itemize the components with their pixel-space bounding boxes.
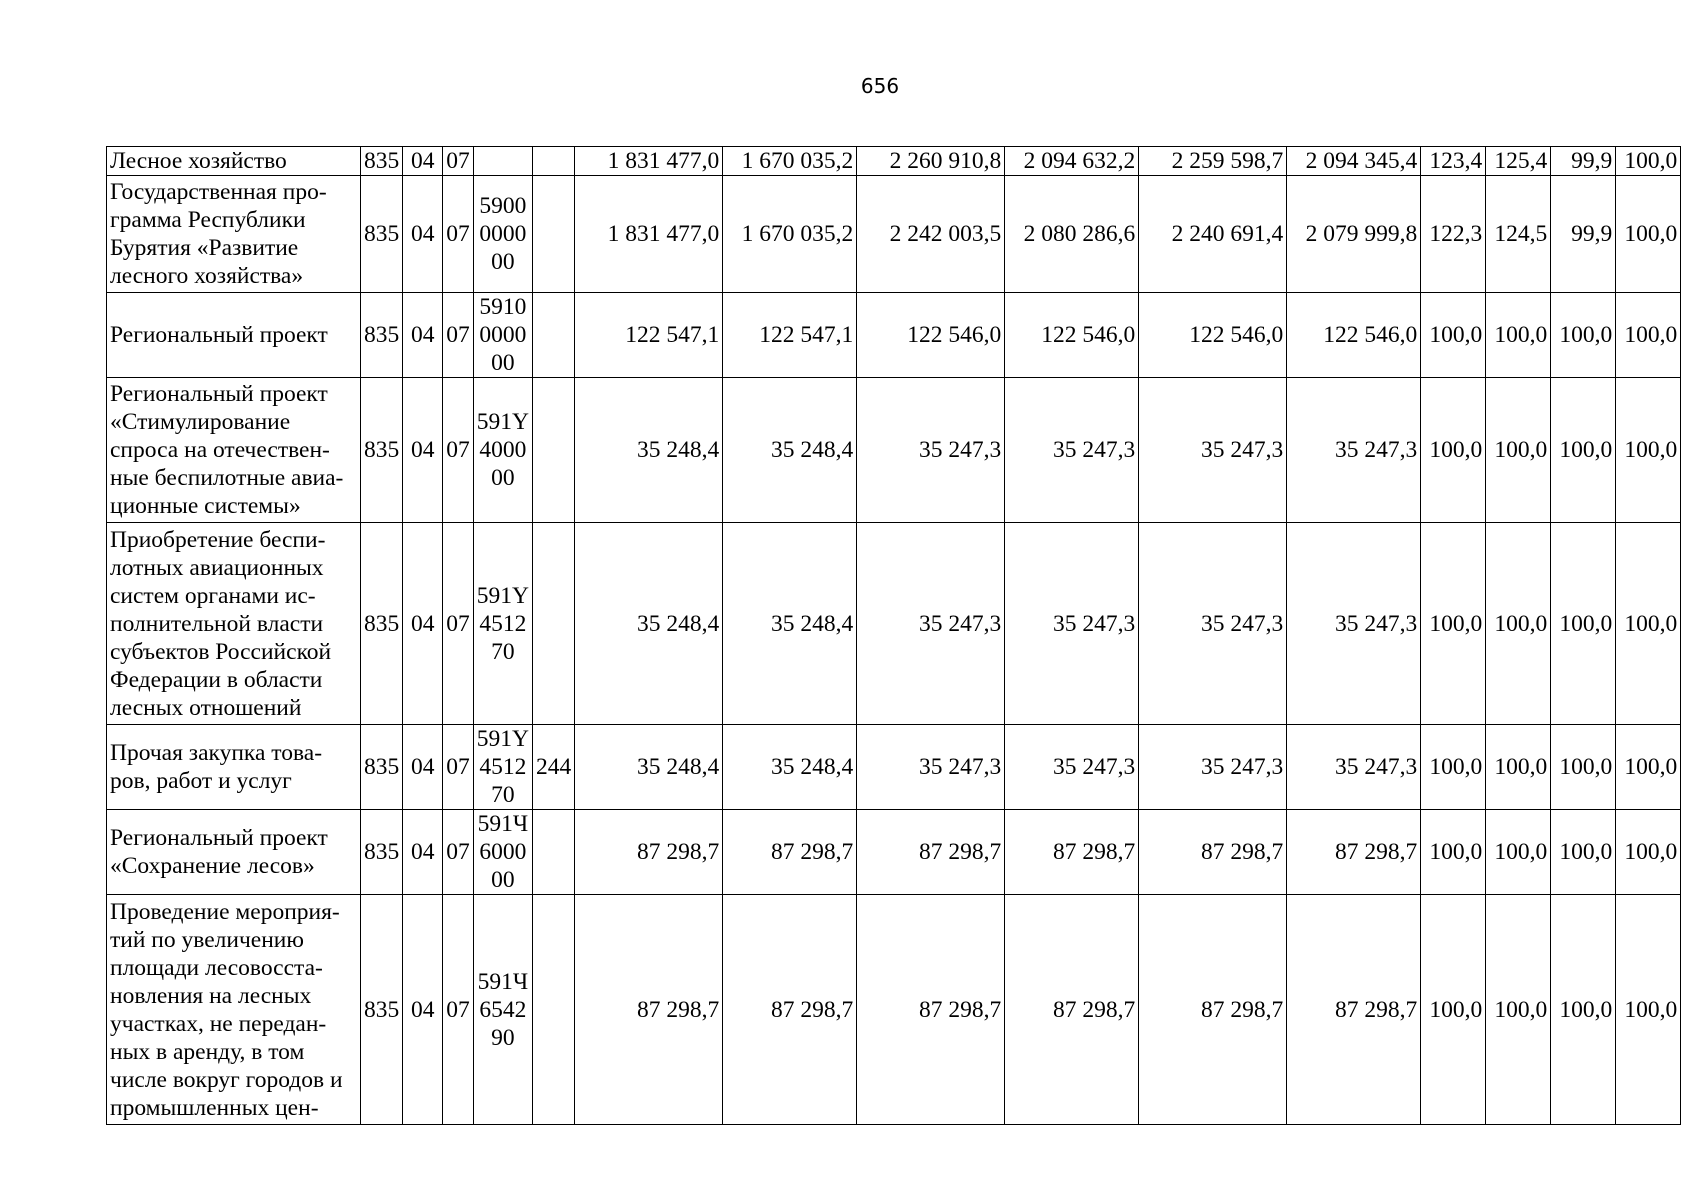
- expense-type-cell: [532, 895, 574, 1125]
- amount-cell: 1 831 477,0: [575, 147, 723, 176]
- table-row: [107, 523, 1681, 725]
- amount-cell: 35 247,3: [857, 378, 1005, 523]
- target-code-cell: 591Y 4000 00: [473, 378, 532, 523]
- section-code-cell: 04: [403, 810, 443, 895]
- amount-cell: 35 247,3: [1287, 523, 1421, 725]
- amount-cell: 35 247,3: [1139, 725, 1287, 810]
- amount-cell: 35 247,3: [857, 523, 1005, 725]
- ministry-code-cell: 835: [361, 895, 403, 1125]
- percent-cell: 100,0: [1421, 293, 1486, 378]
- percent-cell: 100,0: [1616, 725, 1681, 810]
- amount-cell: 87 298,7: [1287, 895, 1421, 1125]
- row-name-cell: Проведение мероприя- тий по увеличению площади лесовосста- новления на лесных участках, не передан- ных в аренду, в том числе вокруг городов и промышленных цен-: [107, 895, 361, 1125]
- percent-cell: 100,0: [1616, 523, 1681, 725]
- amount-cell: 35 248,4: [575, 725, 723, 810]
- amount-cell: 87 298,7: [1287, 810, 1421, 895]
- percent-cell: 100,0: [1486, 523, 1551, 725]
- percent-cell: 100,0: [1551, 523, 1616, 725]
- row-name-cell: Региональный проект: [107, 293, 361, 378]
- subsection-code-cell: 07: [443, 725, 474, 810]
- section-code-cell: 04: [403, 895, 443, 1125]
- amount-cell: 122 547,1: [723, 293, 857, 378]
- amount-cell: 87 298,7: [1005, 810, 1139, 895]
- expense-type-cell: [532, 378, 574, 523]
- expense-type-cell: [532, 293, 574, 378]
- percent-cell: 99,9: [1551, 176, 1616, 293]
- amount-cell: 35 247,3: [1005, 523, 1139, 725]
- amount-cell: 2 079 999,8: [1287, 176, 1421, 293]
- percent-cell: 100,0: [1551, 810, 1616, 895]
- expense-type-cell: [532, 810, 574, 895]
- percent-cell: 100,0: [1551, 725, 1616, 810]
- target-code-cell: 591Ч 6542 90: [473, 895, 532, 1125]
- amount-cell: 35 247,3: [1005, 378, 1139, 523]
- table-row: [107, 293, 1681, 378]
- target-code-cell: 591Ч 6000 00: [473, 810, 532, 895]
- table-row: [107, 147, 1681, 176]
- expense-type-cell: 244: [532, 725, 574, 810]
- ministry-code-cell: 835: [361, 293, 403, 378]
- row-name-cell: Лесное хозяйство: [107, 147, 361, 176]
- percent-cell: 100,0: [1551, 895, 1616, 1125]
- section-code-cell: 04: [403, 147, 443, 176]
- amount-cell: 87 298,7: [857, 810, 1005, 895]
- subsection-code-cell: 07: [443, 293, 474, 378]
- percent-cell: 100,0: [1421, 523, 1486, 725]
- percent-cell: 100,0: [1486, 810, 1551, 895]
- page-number: 656: [860, 74, 900, 98]
- percent-cell: 124,5: [1486, 176, 1551, 293]
- ministry-code-cell: 835: [361, 378, 403, 523]
- amount-cell: 122 546,0: [857, 293, 1005, 378]
- ministry-code-cell: 835: [361, 725, 403, 810]
- subsection-code-cell: 07: [443, 147, 474, 176]
- amount-cell: 35 248,4: [723, 378, 857, 523]
- section-code-cell: 04: [403, 176, 443, 293]
- amount-cell: 122 547,1: [575, 293, 723, 378]
- section-code-cell: 04: [403, 378, 443, 523]
- subsection-code-cell: 07: [443, 810, 474, 895]
- target-code-cell: 5910 0000 00: [473, 293, 532, 378]
- amount-cell: 87 298,7: [575, 810, 723, 895]
- percent-cell: 99,9: [1551, 147, 1616, 176]
- amount-cell: 35 247,3: [1005, 725, 1139, 810]
- table-row: [107, 810, 1681, 895]
- row-name-cell: Региональный проект «Сохранение лесов»: [107, 810, 361, 895]
- percent-cell: 100,0: [1486, 895, 1551, 1125]
- percent-cell: 100,0: [1486, 293, 1551, 378]
- percent-cell: 100,0: [1486, 378, 1551, 523]
- amount-cell: 1 670 035,2: [723, 176, 857, 293]
- percent-cell: 100,0: [1616, 895, 1681, 1125]
- percent-cell: 100,0: [1616, 147, 1681, 176]
- target-code-cell: 591Y 4512 70: [473, 523, 532, 725]
- amount-cell: 2 080 286,6: [1005, 176, 1139, 293]
- percent-cell: 123,4: [1421, 147, 1486, 176]
- percent-cell: 100,0: [1551, 378, 1616, 523]
- amount-cell: 35 247,3: [1139, 523, 1287, 725]
- table-row: [107, 725, 1681, 810]
- ministry-code-cell: 835: [361, 810, 403, 895]
- amount-cell: 35 248,4: [575, 523, 723, 725]
- subsection-code-cell: 07: [443, 523, 474, 725]
- amount-cell: 35 247,3: [1287, 378, 1421, 523]
- expense-type-cell: [532, 523, 574, 725]
- budget-table: [106, 146, 1681, 1125]
- amount-cell: 1 831 477,0: [575, 176, 723, 293]
- amount-cell: 2 240 691,4: [1139, 176, 1287, 293]
- expense-type-cell: [532, 176, 574, 293]
- percent-cell: 100,0: [1421, 810, 1486, 895]
- section-code-cell: 04: [403, 725, 443, 810]
- table-row: [107, 176, 1681, 293]
- row-name-cell: Региональный проект «Стимулирование спроса на отечествен- ные беспилотные авиа- ционные системы»: [107, 378, 361, 523]
- percent-cell: 100,0: [1551, 293, 1616, 378]
- row-name-cell: Приобретение беспи- лотных авиационных систем органами ис- полнительной власти субъектов Российской Федерации в области лесных отношений: [107, 523, 361, 725]
- row-name-cell: Прочая закупка това- ров, работ и услуг: [107, 725, 361, 810]
- percent-cell: 100,0: [1421, 725, 1486, 810]
- amount-cell: 2 094 345,4: [1287, 147, 1421, 176]
- percent-cell: 100,0: [1616, 293, 1681, 378]
- amount-cell: 35 247,3: [1139, 378, 1287, 523]
- percent-cell: 100,0: [1616, 810, 1681, 895]
- percent-cell: 125,4: [1486, 147, 1551, 176]
- section-code-cell: 04: [403, 523, 443, 725]
- percent-cell: 100,0: [1421, 378, 1486, 523]
- target-code-cell: 591Y 4512 70: [473, 725, 532, 810]
- row-name-cell: Государственная про- грамма Республики Бурятия «Развитие лесного хозяйства»: [107, 176, 361, 293]
- amount-cell: 35 248,4: [575, 378, 723, 523]
- percent-cell: 100,0: [1486, 725, 1551, 810]
- amount-cell: 35 248,4: [723, 523, 857, 725]
- amount-cell: 2 094 632,2: [1005, 147, 1139, 176]
- ministry-code-cell: 835: [361, 523, 403, 725]
- table-row: [107, 378, 1681, 523]
- amount-cell: 87 298,7: [1139, 810, 1287, 895]
- amount-cell: 122 546,0: [1139, 293, 1287, 378]
- percent-cell: 100,0: [1616, 378, 1681, 523]
- amount-cell: 87 298,7: [723, 895, 857, 1125]
- subsection-code-cell: 07: [443, 378, 474, 523]
- percent-cell: 100,0: [1616, 176, 1681, 293]
- subsection-code-cell: 07: [443, 895, 474, 1125]
- section-code-cell: 04: [403, 293, 443, 378]
- target-code-cell: 5900 0000 00: [473, 176, 532, 293]
- ministry-code-cell: 835: [361, 176, 403, 293]
- amount-cell: 87 298,7: [1005, 895, 1139, 1125]
- subsection-code-cell: 07: [443, 176, 474, 293]
- amount-cell: 87 298,7: [575, 895, 723, 1125]
- percent-cell: 100,0: [1421, 895, 1486, 1125]
- amount-cell: 35 247,3: [1287, 725, 1421, 810]
- amount-cell: 2 259 598,7: [1139, 147, 1287, 176]
- amount-cell: 122 546,0: [1287, 293, 1421, 378]
- amount-cell: 87 298,7: [723, 810, 857, 895]
- target-code-cell: [473, 147, 532, 176]
- amount-cell: 2 242 003,5: [857, 176, 1005, 293]
- amount-cell: 1 670 035,2: [723, 147, 857, 176]
- percent-cell: 122,3: [1421, 176, 1486, 293]
- expense-type-cell: [532, 147, 574, 176]
- amount-cell: 35 248,4: [723, 725, 857, 810]
- amount-cell: 35 247,3: [857, 725, 1005, 810]
- amount-cell: 122 546,0: [1005, 293, 1139, 378]
- table-body: [107, 147, 1681, 1125]
- amount-cell: 87 298,7: [857, 895, 1005, 1125]
- table-row: [107, 895, 1681, 1125]
- amount-cell: 2 260 910,8: [857, 147, 1005, 176]
- amount-cell: 87 298,7: [1139, 895, 1287, 1125]
- ministry-code-cell: 835: [361, 147, 403, 176]
